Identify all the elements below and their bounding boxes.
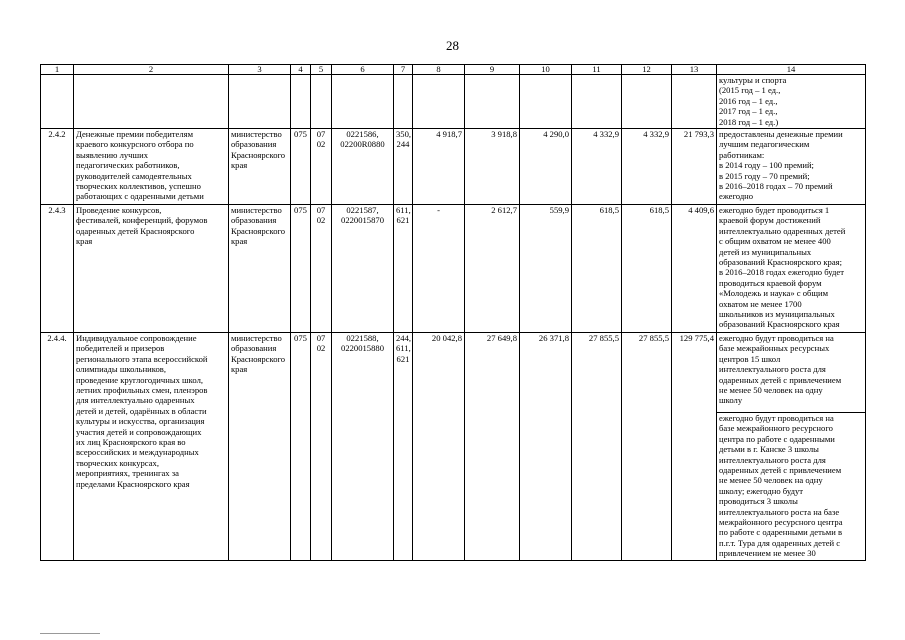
- amount-2018: 618,5: [622, 205, 672, 333]
- amount-2016: 4 290,0: [520, 129, 572, 205]
- column-header: 4: [291, 65, 311, 75]
- rzpr-code: 07 02: [311, 205, 332, 333]
- amount-2017: 27 855,5: [572, 333, 622, 561]
- amount-2014: 20 042,8: [413, 333, 465, 561]
- amount-2014: -: [413, 205, 465, 333]
- scan-edge-line: [40, 633, 100, 634]
- amount-2015: 2 612,7: [465, 205, 520, 333]
- amount-total: 129 775,4: [672, 333, 717, 561]
- csr-code: 0221588, 0220015880: [332, 333, 394, 561]
- amount-2014: 4 918,7: [413, 129, 465, 205]
- rzpr-code: 07 02: [311, 129, 332, 205]
- result-cell: ежегодно будет проводиться 1 краевой форум достижений интеллектуально одаренных детей с общим охватом не менее 400 детей из муниципальных образований Красноярского края; в 2016–2018 годах ежегодно будет проводиться краевой форум «Молодежь и наука» с общим охватом не менее 1700 школьников из муниципальных образований Красноярского края: [717, 205, 866, 333]
- column-header: 13: [672, 65, 717, 75]
- grbs-code: 075: [291, 333, 311, 561]
- column-header: 12: [622, 65, 672, 75]
- column-header: 9: [465, 65, 520, 75]
- executor: министерство образования Красноярского края: [229, 129, 291, 205]
- table-row: [41, 333, 866, 413]
- column-header: 11: [572, 65, 622, 75]
- activity-name: Проведение конкурсов, фестивалей, конференций, форумов одаренных детей Красноярского края: [74, 205, 229, 333]
- vr-code: 611, 621: [394, 205, 413, 333]
- row-number: 2.4.4.: [41, 333, 74, 561]
- executor: министерство образования Красноярского края: [229, 205, 291, 333]
- column-header: 6: [332, 65, 394, 75]
- executor: министерство образования Красноярского края: [229, 333, 291, 561]
- column-header: 5: [311, 65, 332, 75]
- csr-code: 0221587, 0220015870: [332, 205, 394, 333]
- amount-total: 4 409,6: [672, 205, 717, 333]
- column-header-row: [41, 65, 866, 75]
- column-header: 1: [41, 65, 74, 75]
- amount-2016: 26 371,8: [520, 333, 572, 561]
- column-header: 14: [717, 65, 866, 75]
- column-header: 3: [229, 65, 291, 75]
- result-cell: ежегодно будут проводиться на базе межрайонных ресурсных центров 15 школ интеллектуального роста для одаренных детей с привлечением не менее 50 человек на одну школу: [717, 333, 866, 413]
- row-number: 2.4.3: [41, 205, 74, 333]
- amount-2017: 4 332,9: [572, 129, 622, 205]
- rzpr-code: 07 02: [311, 333, 332, 561]
- result-cell: культуры и спорта (2015 год – 1 ед., 2016 год – 1 ед., 2017 год – 1 ед., 2018 год – 1 ед.): [717, 75, 866, 129]
- row-number: 2.4.2: [41, 129, 74, 205]
- csr-code: 0221586, 02200R0880: [332, 129, 394, 205]
- activity-name: Денежные премии победителям краевого конкурсного отбора по выявлению лучших педагогических работников, руководителей самодеятельных творческих коллективов, успешно работающих с одаренными детьми: [74, 129, 229, 205]
- amount-2015: 3 918,8: [465, 129, 520, 205]
- vr-code: 244, 611, 621: [394, 333, 413, 561]
- column-header: 8: [413, 65, 465, 75]
- amount-2016: 559,9: [520, 205, 572, 333]
- grbs-code: 075: [291, 205, 311, 333]
- result-cell: предоставлены денежные премии лучшим педагогическим работникам: в 2014 году – 100 премий; в 2015 году – 70 премий; в 2016–2018 годах – 70 премий ежегодно: [717, 129, 866, 205]
- amount-2017: 618,5: [572, 205, 622, 333]
- amount-2018: 4 332,9: [622, 129, 672, 205]
- grbs-code: 075: [291, 129, 311, 205]
- column-header: 2: [74, 65, 229, 75]
- activity-name: Индивидуальное сопровождение победителей и призеров регионального этапа всероссийской олимпиады школьников, проведение круглогодичных школ, летних профильных смен, пленэров для интеллектуально одаренных детей и детей, одарённых в области культуры и искусства, организация участия детей и сопровождающих их лиц Красноярского края во всероссийских и международных творческих конкурсах, мероприятиях, тренингах за пределами Красноярского края: [74, 333, 229, 561]
- column-header: 7: [394, 65, 413, 75]
- budget-table: [40, 64, 866, 561]
- page-number: 28: [446, 38, 459, 53]
- result-cell: ежегодно будут проводиться на базе межрайонного ресурсного центра по работе с одаренными детьми в г. Канске 3 школы интеллектуального роста для одаренных детей с привлечением не менее 50 человек на одну школу; ежегодно будут проводиться 3 школы интеллектуального роста на базе межрайонного ресурсного центра по работе с одаренными детьми в п.г.т. Тура для одаренных детей с привлечением не менее 30: [717, 413, 866, 561]
- table-row: [41, 129, 866, 205]
- amount-total: 21 793,3: [672, 129, 717, 205]
- amount-2015: 27 649,8: [465, 333, 520, 561]
- vr-code: 350, 244: [394, 129, 413, 205]
- column-header: 10: [520, 65, 572, 75]
- amount-2018: 27 855,5: [622, 333, 672, 561]
- continuation-row: [41, 75, 866, 129]
- table-row: [41, 205, 866, 333]
